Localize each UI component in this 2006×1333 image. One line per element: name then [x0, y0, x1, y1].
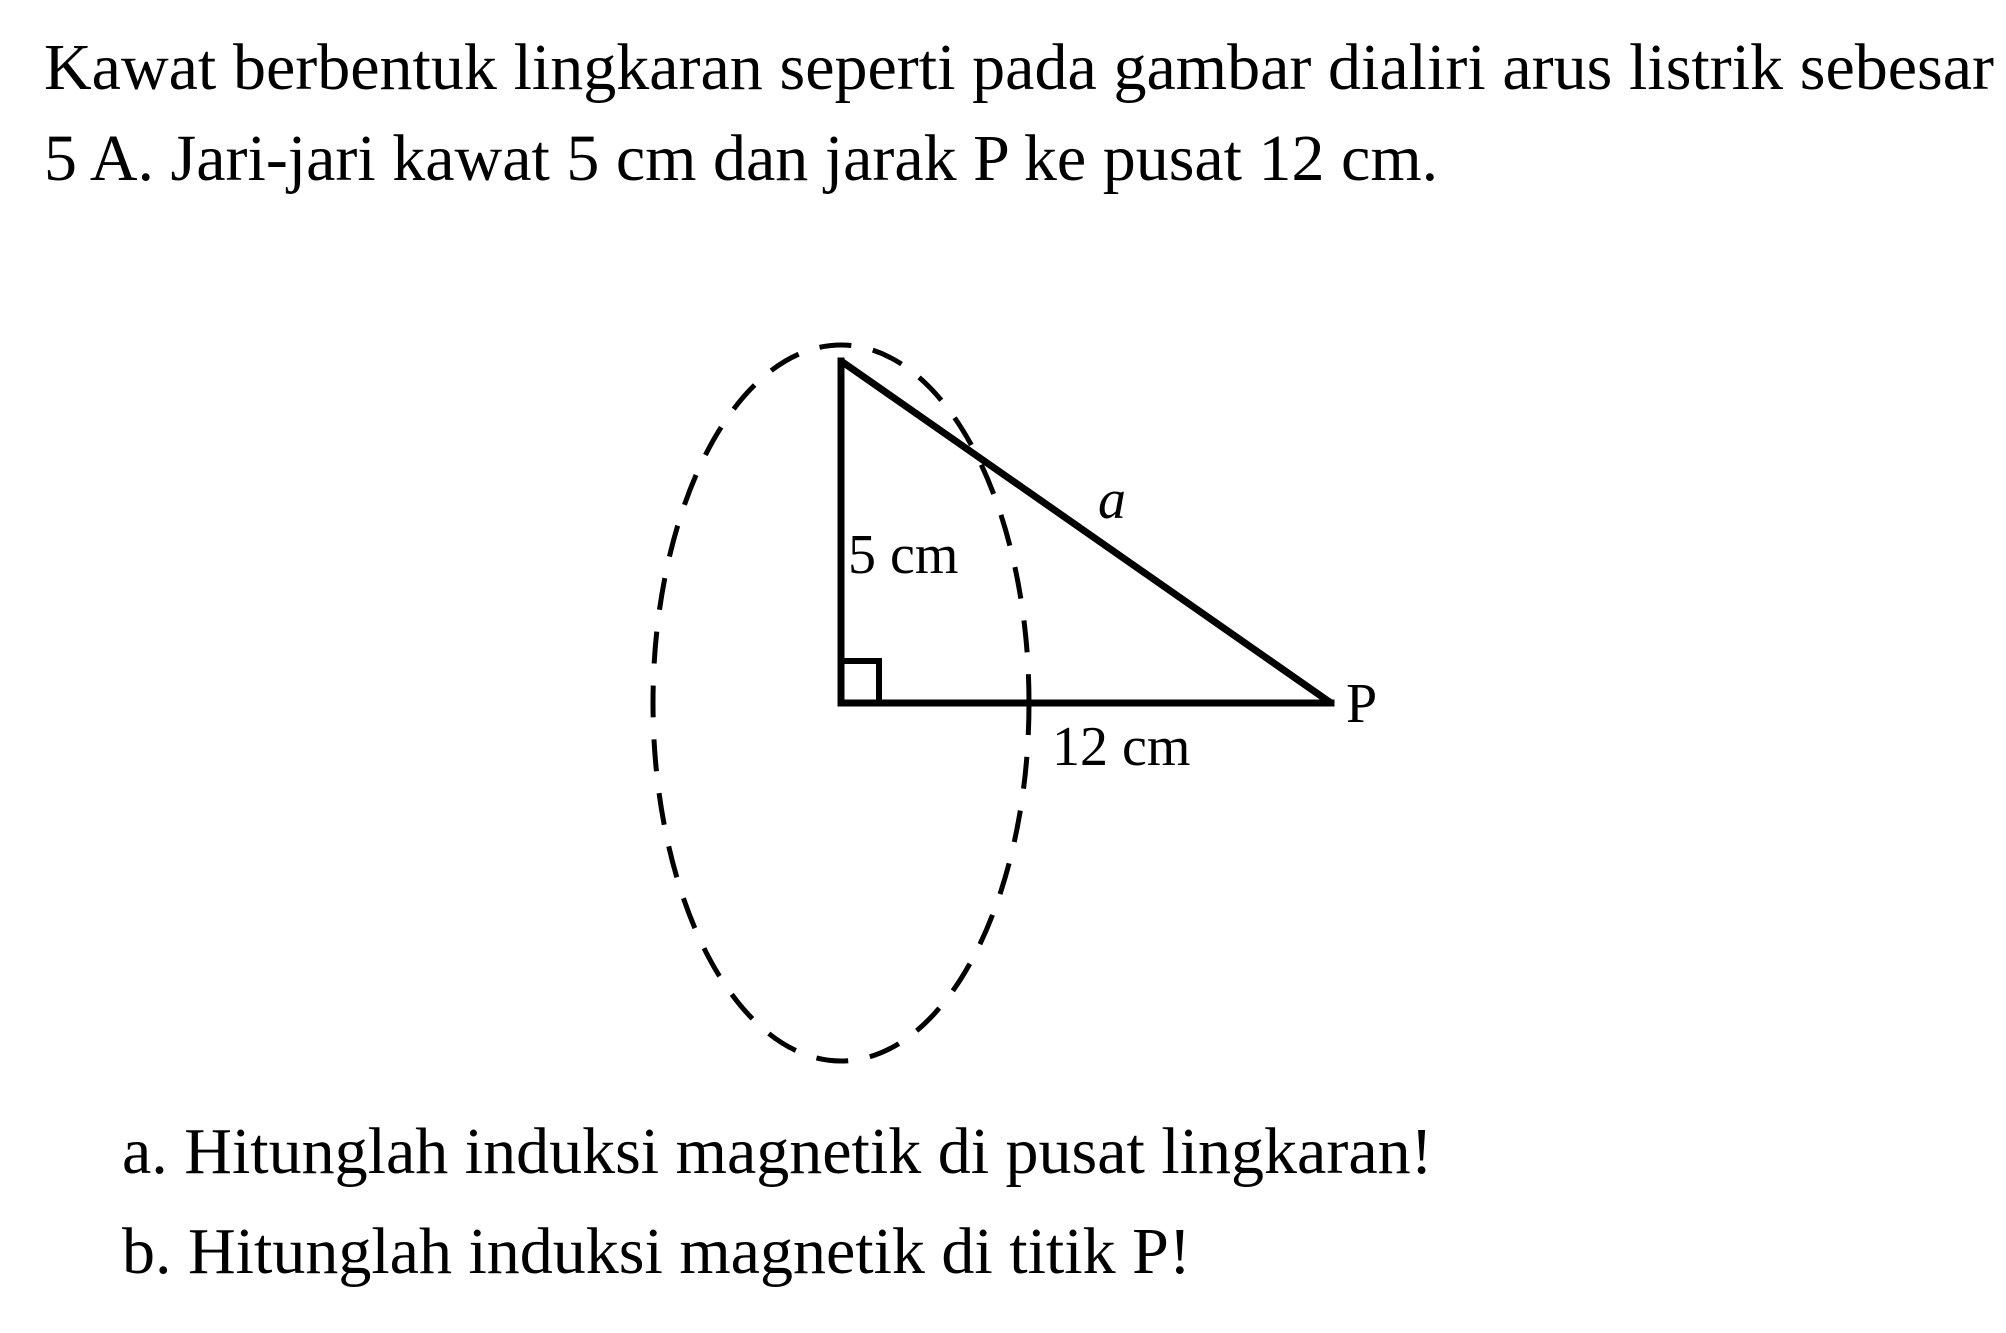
- problem-statement: Kawat berbentuk lingkaran seperti pada gambar dialiri arus listrik sebesar 5 A. Jari-jari kawat 5 cm dan jarak P ke pusat 12 cm.: [44, 31, 1994, 195]
- question-a: a. Hitunglah induksi magnetik di pusat lingkaran!: [122, 1115, 1433, 1188]
- label-vertical-side: 5 cm: [848, 524, 959, 586]
- label-hypotenuse: a: [1098, 469, 1126, 531]
- label-point-p: P: [1346, 673, 1378, 735]
- label-horizontal-side: 12 cm: [1052, 716, 1191, 778]
- right-angle-marker: [841, 661, 879, 703]
- question-b: b. Hitunglah induksi magnetik di titik P!: [122, 1215, 1191, 1288]
